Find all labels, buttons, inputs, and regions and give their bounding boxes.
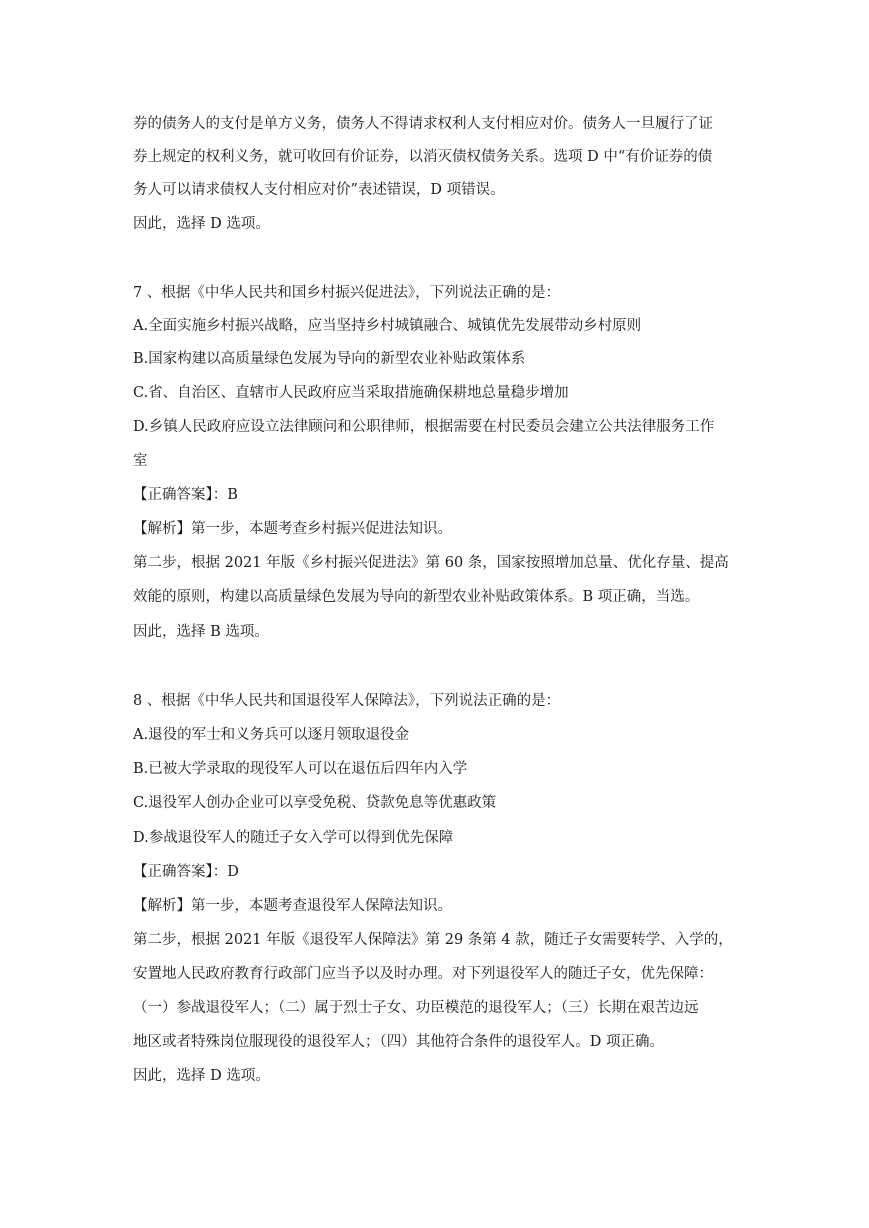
question-7-analysis: 【解析】第一步，本题考查乡村振兴促进法知识。: [133, 521, 452, 537]
question-8-conclusion: 因此，选择 D 选项。: [133, 1068, 270, 1084]
question-8-option-c: C.退役军人创办企业可以享受免税、贷款免息等优惠政策: [133, 795, 497, 811]
question-7-conclusion: 因此，选择 B 选项。: [133, 624, 269, 640]
question-8-analysis: 【解析】第一步，本题考查退役军人保障法知识。: [133, 898, 452, 914]
question-8-analysis: （一）参战退役军人；（二）属于烈士子女、功臣模范的退役军人；（三）长期在艰苦边远: [133, 1000, 699, 1016]
question-7-option-a: A.全面实施乡村振兴战略，应当坚持乡村城镇融合、城镇优先发展带动乡村原则: [133, 318, 642, 334]
text-line: 务人可以请求债权人支付相应对价”表述错误，D 项错误。: [133, 182, 505, 198]
question-7-option-c: C.省、自治区、直辖市人民政府应当采取措施确保耕地总量稳步增加: [133, 385, 569, 401]
question-8-stem: 8 、根据《中华人民共和国退役军人保障法》，下列说法正确的是：: [133, 693, 561, 709]
question-7-option-b: B.国家构建以高质量绿色发展为导向的新型农业补贴政策体系: [133, 351, 526, 367]
question-8-option-b: B.已被大学录取的现役军人可以在退伍后四年内入学: [133, 761, 468, 777]
question-7-analysis: 第二步，根据 2021 年版《乡村振兴促进法》第 60 条，国家按照增加总量、优化存量、提高: [133, 555, 729, 571]
question-8-answer: 【正确答案】：D: [133, 864, 239, 880]
text-line: 券的债务人的支付是单方义务，债务人不得请求权利人支付相应对价。债务人一旦履行了证: [133, 116, 713, 132]
question-8-option-d: D.参战退役军人的随迁子女入学可以得到优先保障: [133, 830, 454, 846]
question-7-analysis: 效能的原则，构建以高质量绿色发展为导向的新型农业补贴政策体系。B 项正确，当选。: [133, 589, 700, 605]
text-line: 券上规定的权利义务，就可收回有价证券，以消灭债权债务关系。选项 D 中“有价证券的债: [133, 149, 713, 165]
question-7-stem: 7 、根据《中华人民共和国乡村振兴促进法》，下列说法正确的是：: [133, 285, 561, 301]
conclusion-line: 因此，选择 D 选项。: [133, 216, 270, 232]
question-7-option-d-cont: 室: [133, 453, 148, 469]
question-7-answer: 【正确答案】：B: [133, 487, 238, 503]
question-8-analysis: 地区或者特殊岗位服现役的退役军人；（四）其他符合条件的退役军人。D 项正确。: [133, 1034, 664, 1050]
question-8-option-a: A.退役的军士和义务兵可以逐月领取退役金: [133, 727, 410, 743]
question-7-option-d: D.乡镇人民政府应设立法律顾问和公职律师，根据需要在村民委员会建立公共法律服务工作: [133, 419, 715, 435]
question-8-analysis: 第二步，根据 2021 年版《退役军人保障法》第 29 条第 4 款，随迁子女需要转学、入学的，: [133, 932, 733, 948]
question-8-analysis: 安置地人民政府教育行政部门应当予以及时办理。对下列退役军人的随迁子女，优先保障：: [133, 966, 713, 982]
